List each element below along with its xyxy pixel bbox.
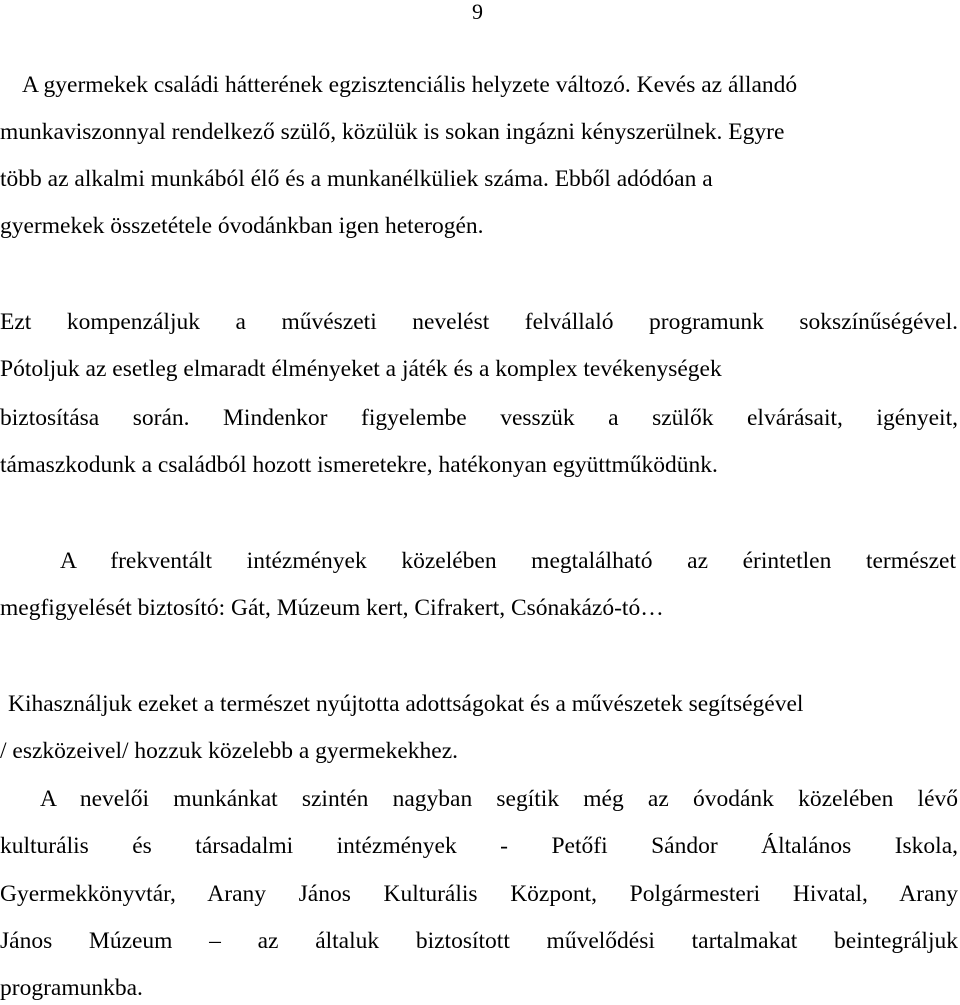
text-line: Gyermekkönyvtár, Arany János Kulturális Központ, Polgármesteri Hivatal, Arany [0, 881, 958, 907]
text-line: A frekventált intézmények közelében megtalálható az érintetlen természet [60, 548, 956, 574]
text-line: több az alkalmi munkából élő és a munkanélküliek száma. Ebből adódóan a [0, 166, 713, 192]
text-line: A gyermekek családi hátterének egzisztenciális helyzete változó. Kevés az állandó [22, 72, 798, 98]
text-line: támaszkodunk a családból hozott ismeretekre, hatékonyan együttműködünk. [0, 452, 718, 478]
text-line: Ezt kompenzáljuk a művészeti nevelést felvállaló programunk sokszínűségével. [0, 309, 958, 335]
text-line: / eszközeivel/ hozzuk közelebb a gyermekekhez. [0, 738, 459, 764]
text-line: gyermekek összetétele óvodánkban igen heterogén. [0, 213, 484, 239]
text-line: Pótoljuk az esetleg elmaradt élményeket a játék és a komplex tevékenységek [0, 356, 722, 382]
text-line: munkaviszonnyal rendelkező szülő, közülük is sokan ingázni kényszerülnek. Egyre [0, 119, 785, 145]
text-line: Kihasználjuk ezeket a természet nyújtotta adottságokat és a művészetek segítségével [8, 691, 804, 717]
text-line: biztosítása során. Mindenkor figyelembe vesszük a szülők elvárásait, igényeit, [0, 405, 958, 431]
text-line: megfigyelését biztosító: Gát, Múzeum kert, Cifrakert, Csónakázó-tó… [0, 595, 664, 621]
text-line: programunkba. [0, 975, 143, 1001]
page-number: 9 [472, 0, 483, 24]
text-line: János Múzeum – az általuk biztosított művelődési tartalmakat beintegráljuk [0, 928, 958, 954]
text-line: A nevelői munkánkat szintén nagyban segítik még az óvodánk közelében lévő [40, 786, 958, 812]
text-line: kulturális és társadalmi intézmények - Petőfi Sándor Általános Iskola, [0, 833, 958, 859]
